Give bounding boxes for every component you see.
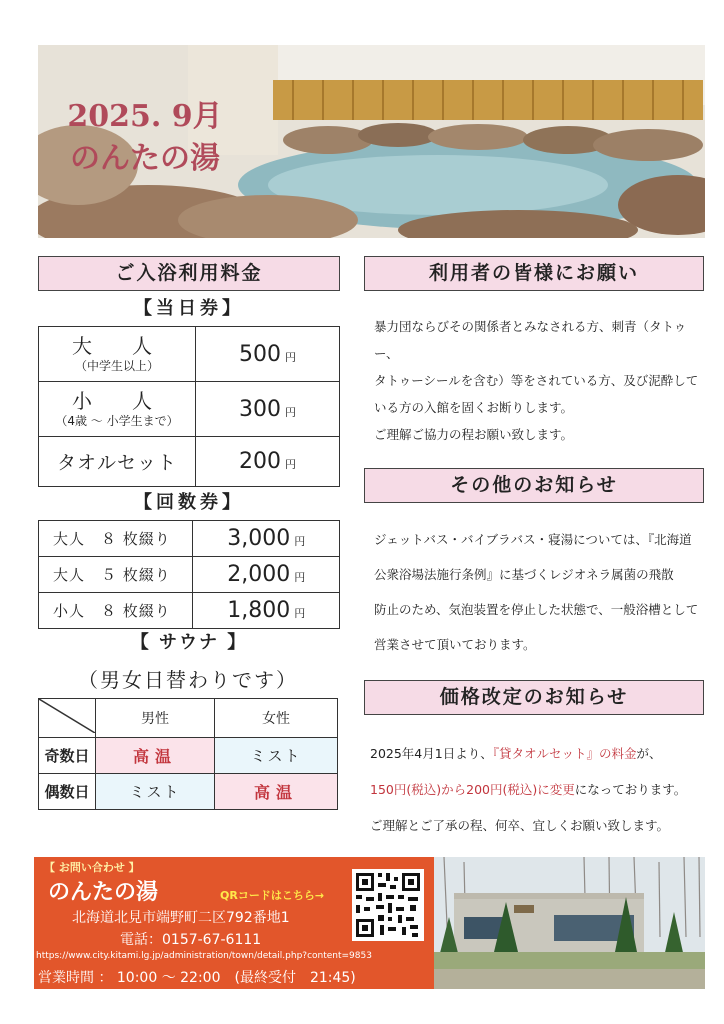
request-text xyxy=(374,313,704,448)
day-ticket-label-note: （中学生以上） xyxy=(74,359,159,373)
day-ticket-price xyxy=(195,437,339,487)
request-line: 暴力団ならびその関係者とみなされる方、刺青（タトゥー、 xyxy=(374,319,687,361)
sauna-col-male: 男性 xyxy=(96,699,215,738)
hero-title xyxy=(60,97,230,181)
day-ticket-label-main: タオルセット xyxy=(56,452,177,474)
price-change-header: 価格改定のお知らせ xyxy=(364,680,704,715)
coupon-label: 大人 ５ 枚綴り xyxy=(39,557,193,593)
address: 北海道北見市端野町二区792番地1 xyxy=(72,910,290,926)
price-unit: 円 xyxy=(284,458,296,471)
price-unit: 円 xyxy=(294,607,306,620)
website-url[interactable]: https://www.city.kitami.lg.jp/administration/town/detail.php?content=9853 xyxy=(36,951,372,961)
request-line: タトゥーシールを含む）等をされている方、及び泥酔して xyxy=(374,373,699,388)
coupon-price xyxy=(193,557,340,593)
day-ticket-heading: 【当日券】 xyxy=(134,298,244,319)
price-change-line: ご理解とご了承の程、何卒、宜しくお願い致します。 xyxy=(370,818,670,833)
other-notice-line: 営業させて頂いております。 xyxy=(374,637,536,652)
diagonal-line-icon xyxy=(39,699,95,733)
price-change-line xyxy=(370,736,704,772)
sauna-male-type: 高温 xyxy=(96,738,215,774)
request-line: ご理解ご協力の程お願い致します。 xyxy=(374,427,574,442)
price-unit: 円 xyxy=(284,405,296,419)
price-unit: 円 xyxy=(284,350,296,364)
price-value: 200 xyxy=(238,449,281,474)
table-row xyxy=(39,593,340,629)
hero-year-month: 2025. 9月 xyxy=(67,99,223,134)
sauna-female-type: ミスト xyxy=(215,738,338,774)
day-ticket-label xyxy=(39,327,196,382)
table-row xyxy=(39,327,340,382)
contact-footer xyxy=(34,857,434,989)
price-value: 2,000 xyxy=(227,562,291,587)
day-ticket-price xyxy=(195,327,339,382)
fees-header: ご入浴利用料金 xyxy=(38,256,340,291)
price-value: 300 xyxy=(238,396,281,422)
price-value: 500 xyxy=(238,341,281,367)
price-change-amount: 150円(税込)から200円(税込)に変更 xyxy=(370,782,575,797)
price-change-item: 『貸タオルセット』の料金 xyxy=(492,746,637,761)
footer-facility-name: のんたの湯 xyxy=(48,880,159,905)
coupon-label: 大人 ８ 枚綴り xyxy=(39,521,193,557)
day-ticket-table xyxy=(38,326,340,487)
building-photo xyxy=(434,857,705,989)
sauna-table xyxy=(38,698,338,810)
day-ticket-label-main: 大 人 xyxy=(71,334,162,358)
request-line: いる方の入館を固くお断りします。 xyxy=(374,400,574,415)
other-notice-line: 公衆浴場法施行条例』に基づくレジオネラ属菌の飛散 xyxy=(374,567,674,582)
table-row xyxy=(39,774,338,810)
price-unit: 円 xyxy=(294,535,306,548)
business-hours: 営業時間 ： 10:00 ～ 22:00 (最終受付 21:45) xyxy=(38,970,356,986)
price-change-date: 2025年4月1日より、 xyxy=(370,746,493,761)
hero-facility-name: のんたの湯 xyxy=(70,141,220,176)
coupon-price xyxy=(193,521,340,557)
sauna-col-female: 女性 xyxy=(215,699,338,738)
price-unit: 円 xyxy=(294,571,306,584)
other-notice-text xyxy=(374,522,704,662)
table-row xyxy=(39,699,338,738)
sauna-day: 偶数日 xyxy=(39,774,96,810)
other-notice-header: その他のお知らせ xyxy=(364,468,704,503)
price-value: 3,000 xyxy=(227,526,291,551)
qr-label: QRコードはこちら→ xyxy=(220,889,325,902)
table-row xyxy=(39,521,340,557)
sauna-day: 奇数日 xyxy=(39,738,96,774)
table-row xyxy=(39,557,340,593)
price-change-text xyxy=(370,736,704,844)
price-value: 1,800 xyxy=(227,598,291,623)
price-change-suffix: になっております。 xyxy=(574,782,687,797)
inquiry-label: 【 お問い合わせ 】 xyxy=(44,861,140,874)
sauna-male-type: ミスト xyxy=(96,774,215,810)
price-change-suffix: が、 xyxy=(636,746,662,761)
day-ticket-label xyxy=(39,437,196,487)
day-ticket-label xyxy=(39,382,196,437)
coupon-table xyxy=(38,520,340,629)
diagonal-cell xyxy=(39,699,96,738)
day-ticket-label-main: 小 人 xyxy=(71,389,162,413)
coupon-heading: 【回数券】 xyxy=(134,492,244,513)
coupon-label: 小人 ８ 枚綴り xyxy=(39,593,193,629)
table-row xyxy=(39,437,340,487)
other-notice-line: 防止のため、気泡装置を停止した状態で、一般浴槽として xyxy=(374,602,699,617)
other-notice-line: ジェットバス・バイブラバス・寝湯については、『北海道 xyxy=(374,532,692,547)
table-row xyxy=(39,382,340,437)
table-row xyxy=(39,738,338,774)
phone: 電話：0157-67-6111 xyxy=(120,932,262,948)
sauna-heading: 【 サウナ 】 xyxy=(130,632,248,653)
sauna-note: （男女日替わりです） xyxy=(78,668,298,692)
qr-code-icon[interactable] xyxy=(352,869,424,941)
request-header: 利用者の皆様にお願い xyxy=(364,256,704,291)
coupon-price xyxy=(193,593,340,629)
hero-banner xyxy=(38,45,705,238)
day-ticket-price xyxy=(195,382,339,437)
day-ticket-label-note: （4歳 ～ 小学生まで） xyxy=(55,414,179,428)
sauna-female-type: 高温 xyxy=(215,774,338,810)
price-change-line xyxy=(370,772,704,808)
